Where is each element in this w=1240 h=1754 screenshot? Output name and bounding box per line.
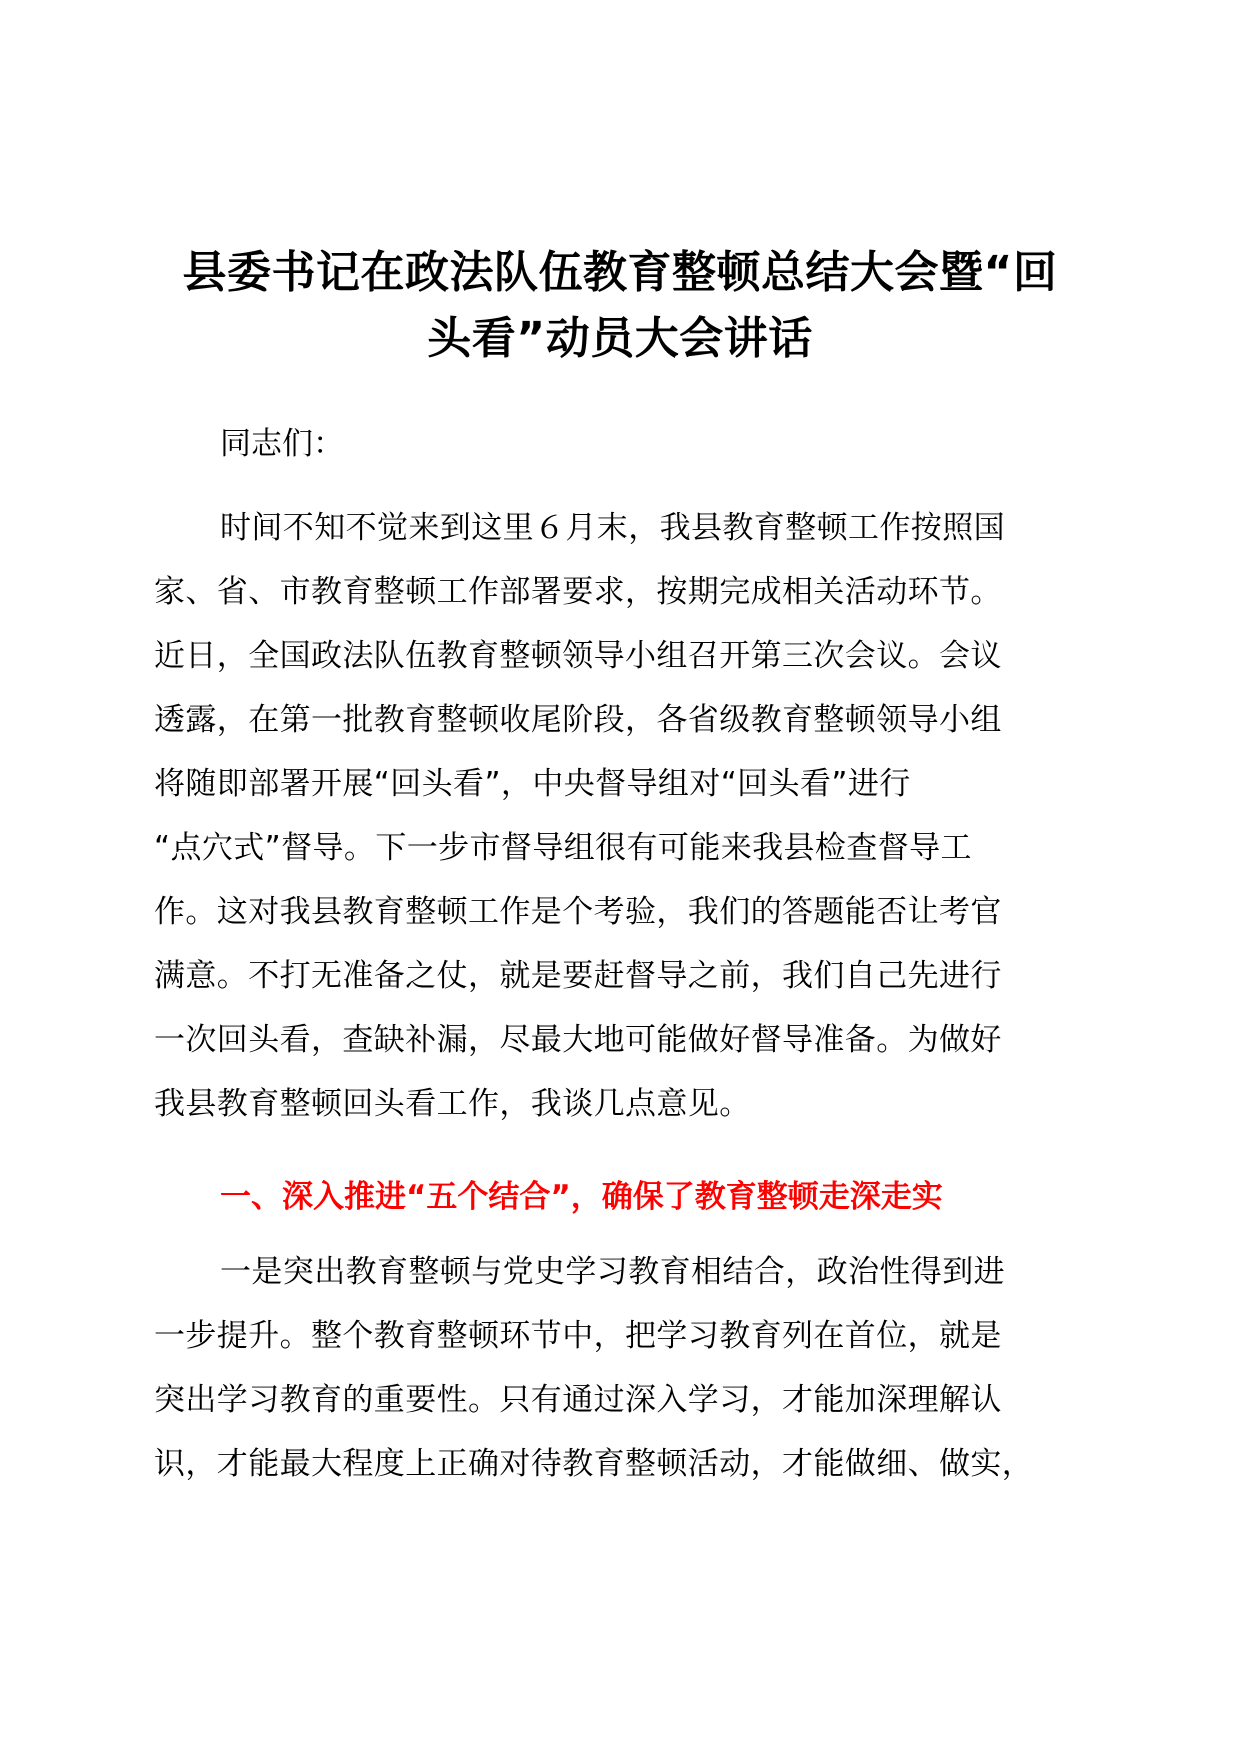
section-heading: 一、深入推进“五个结合”，确保了教育整顿走深走实 bbox=[220, 1179, 943, 1215]
paragraph-line: 一是突出教育整顿与党史学习教育相结合，政治性得到进 bbox=[220, 1254, 1005, 1290]
paragraph-line: 我县教育整顿回头看工作，我谈几点意见。 bbox=[154, 1086, 751, 1122]
paragraph-line: 一次回头看，查缺补漏，尽最大地可能做好督导准备。为做好 bbox=[154, 1022, 1002, 1058]
paragraph-line: “点穴式”督导。下一步市督导组很有可能来我县检查督导工 bbox=[154, 830, 972, 866]
paragraph-line: 一步提升。整个教育整顿环节中，把学习教育列在首位，就是 bbox=[154, 1318, 1002, 1354]
salutation: 同志们： bbox=[220, 426, 344, 462]
document-title bbox=[140, 240, 1100, 372]
paragraph-line: 突出学习教育的重要性。只有通过深入学习，才能加深理解认 bbox=[154, 1382, 1002, 1418]
paragraph-section-one bbox=[154, 1240, 1094, 1496]
paragraph-line: 透露，在第一批教育整顿收尾阶段，各省级教育整顿领导小组 bbox=[154, 702, 1002, 738]
paragraph-intro bbox=[154, 496, 1094, 1136]
paragraph-line: 近日，全国政法队伍教育整顿领导小组召开第三次会议。会议 bbox=[154, 638, 1002, 674]
paragraph-line: 将随即部署开展“回头看”，中央督导组对“回头看”进行 bbox=[154, 766, 911, 802]
paragraph-line: 满意。不打无准备之仗，就是要赶督导之前，我们自己先进行 bbox=[154, 958, 1002, 994]
paragraph-line: 识，才能最大程度上正确对待教育整顿活动，才能做细、做实， bbox=[154, 1446, 1034, 1482]
paragraph-line: 时间不知不觉来到这里６月末，我县教育整顿工作按照国 bbox=[220, 510, 1005, 546]
title-line: 县委书记在政法队伍教育整顿总结大会暨“回 bbox=[182, 247, 1058, 298]
title-line: 头看”动员大会讲话 bbox=[427, 313, 813, 364]
paragraph-line: 作。这对我县教育整顿工作是个考验，我们的答题能否让考官 bbox=[154, 894, 1002, 930]
paragraph-line: 家、省、市教育整顿工作部署要求，按期完成相关活动环节。 bbox=[154, 574, 1002, 610]
